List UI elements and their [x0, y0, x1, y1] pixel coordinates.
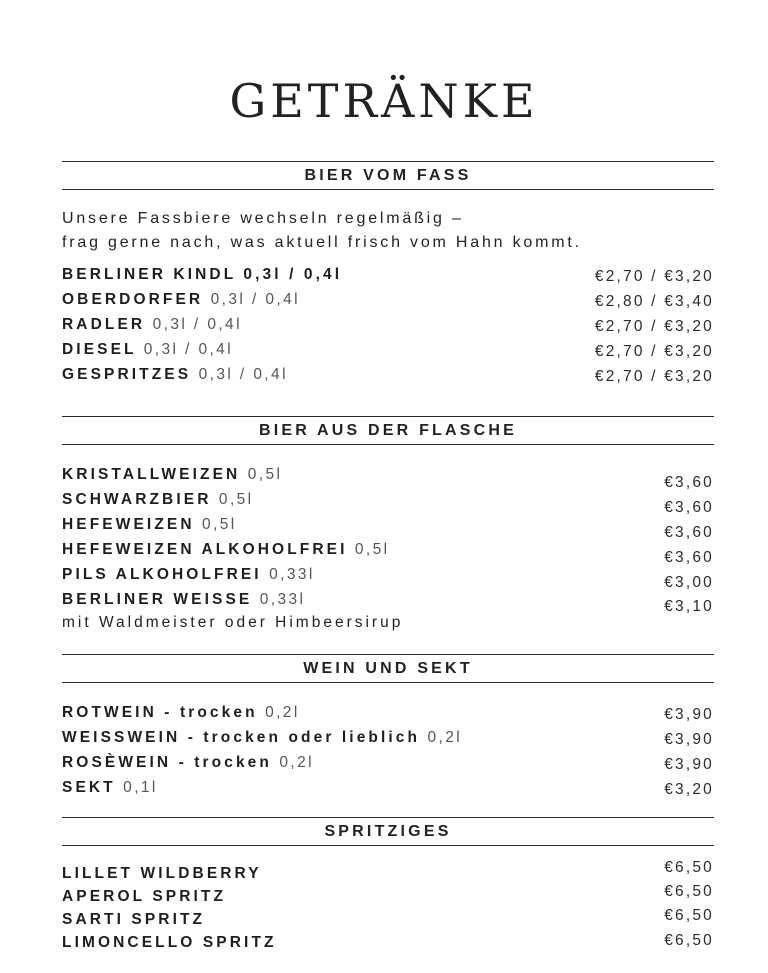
item-size: 0,2l	[427, 729, 463, 746]
item-price: €3,00	[664, 574, 714, 591]
item-name: RADLER	[62, 316, 146, 333]
item-name: SARTI SPRITZ	[62, 911, 206, 928]
item-name: OBERDORFER	[62, 291, 204, 308]
item-size: 0,33l	[259, 591, 306, 608]
item-price: €3,90	[664, 706, 714, 723]
menu-item	[62, 883, 714, 912]
menu-item	[62, 291, 714, 315]
item-name: HEFEWEIZEN ALKOHOLFREI	[62, 541, 348, 558]
item-price: €2,70 / €3,20	[594, 268, 714, 285]
item-name: DIESEL	[62, 341, 137, 358]
item-price: €2,70 / €3,20	[594, 368, 714, 385]
intro-line: Unsere Fassbiere wechseln regelmäßig –	[62, 210, 464, 227]
item-size: 0,3l / 0,4l	[198, 366, 288, 383]
item-name: PILS ALKOHOLFREI	[62, 566, 262, 583]
menu-item	[62, 466, 714, 490]
intro-line: frag gerne nach, was aktuell frisch vom Hahn kommt.	[62, 234, 582, 251]
section-title: BIER VOM FASS	[304, 166, 472, 184]
item-price: €6,50	[664, 859, 714, 876]
menu-item	[62, 907, 714, 935]
item-size: 0,1l	[123, 779, 158, 796]
menu-item	[62, 566, 714, 590]
item-name: LIMONCELLO SPRITZ	[62, 934, 277, 951]
item-name: SEKT	[62, 779, 116, 796]
item-name: APEROL SPRITZ	[62, 888, 227, 905]
item-price: €3,60	[664, 549, 714, 566]
item-size: 0,3l / 0,4l	[210, 291, 300, 308]
menu-item	[62, 266, 714, 290]
menu-item	[62, 859, 714, 889]
section-header-bier-aus-der-flasche	[62, 416, 714, 445]
item-name: LILLET WILDBERRY	[62, 865, 262, 882]
item-size: 0,3l / 0,4l	[152, 316, 242, 333]
menu-item	[62, 704, 714, 728]
item-price: €3,90	[664, 756, 714, 773]
item-price: €3,60	[664, 474, 714, 491]
menu-item	[62, 316, 714, 340]
item-name: ROTWEIN - trocken	[62, 704, 258, 721]
item-size: 0,2l	[265, 704, 300, 721]
section-title: BIER AUS DER FLASCHE	[258, 421, 518, 439]
item-price: €3,20	[664, 781, 714, 798]
item-price: €3,60	[664, 499, 714, 516]
menu-item	[62, 779, 714, 803]
item-name: GESPRITZES	[62, 366, 192, 383]
section-header-spritziges	[62, 817, 714, 846]
item-name: WEISSWEIN - trocken oder lieblich	[62, 729, 421, 746]
section-intro	[62, 207, 582, 255]
menu-item	[62, 516, 714, 540]
item-price: €2,70 / €3,20	[594, 318, 714, 335]
item-name: SCHWARZBIER	[62, 491, 212, 508]
item-size: 0,5l	[247, 466, 283, 483]
item-size: 0,3l / 0,4l	[143, 341, 234, 358]
item-price: €2,80 / €3,40	[594, 293, 714, 310]
item-name: ROSÈWEIN - trocken	[62, 754, 272, 771]
item-name: KRISTALLWEIZEN	[62, 466, 241, 483]
item-size: 0,5l	[218, 491, 254, 508]
item-note: mit Waldmeister oder Himbeersirup	[62, 614, 404, 631]
item-price: €3,90	[664, 731, 714, 748]
menu-item	[62, 754, 714, 778]
item-name: BERLINER WEISSE	[62, 591, 253, 608]
menu-item	[62, 341, 714, 365]
menu-item	[62, 729, 714, 753]
section-title: WEIN UND SEKT	[303, 659, 473, 677]
section-header-wein-und-sekt	[62, 654, 714, 683]
section-title: SPRITZIGES	[324, 822, 452, 840]
item-size: 0,5l	[202, 516, 237, 533]
item-price: €3,10	[664, 598, 714, 615]
menu-item	[62, 366, 714, 390]
item-price: €6,50	[664, 932, 714, 949]
item-price: €2,70 / €3,20	[594, 343, 714, 360]
menu-item	[62, 591, 714, 615]
item-price: €6,50	[664, 907, 714, 924]
menu-item	[62, 541, 714, 565]
item-name: HEFEWEIZEN	[62, 516, 195, 533]
menu-item	[62, 934, 714, 958]
item-price: €6,50	[664, 883, 714, 900]
item-price: €3,60	[664, 524, 714, 541]
menu-item	[62, 491, 714, 515]
section-header-bier-vom-fass	[62, 161, 714, 190]
item-size: 0,2l	[279, 754, 314, 771]
item-name: BERLINER KINDL 0,3l / 0,4l	[62, 266, 343, 283]
item-size: 0,5l	[354, 541, 390, 558]
page-title: GETRÄNKE	[229, 74, 539, 128]
item-size: 0,33l	[269, 566, 315, 583]
